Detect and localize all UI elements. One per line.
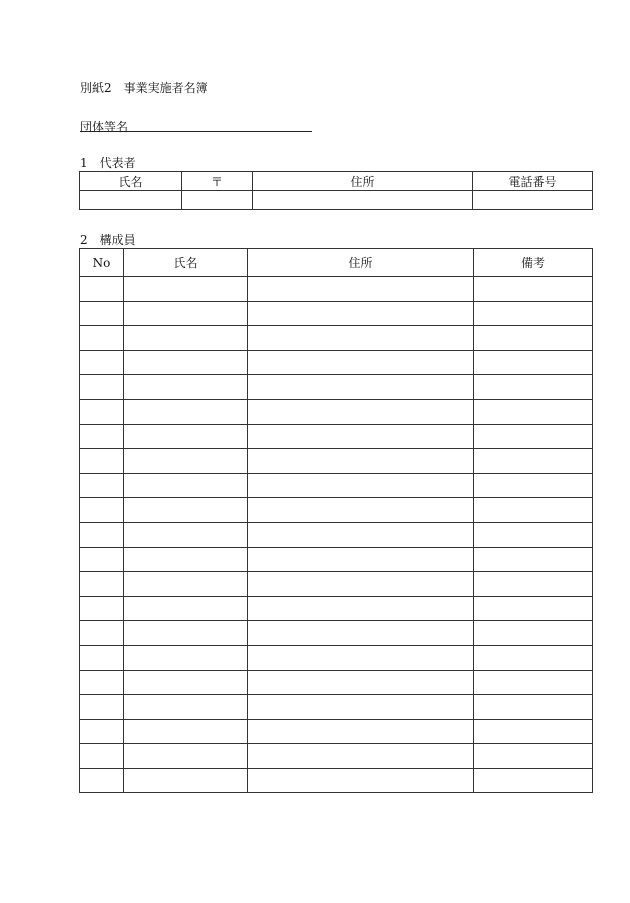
- member-address-cell: [248, 670, 474, 695]
- member-name-cell: [124, 621, 248, 646]
- member-name-cell: [124, 399, 248, 424]
- column-header-no: No: [80, 249, 124, 277]
- table-row: [80, 522, 593, 547]
- member-name-cell: [124, 350, 248, 375]
- organization-name-field-line: [80, 131, 312, 132]
- member-no-cell: [80, 301, 124, 326]
- member-no-cell: [80, 695, 124, 720]
- member-address-cell: [248, 547, 474, 572]
- member-no-cell: [80, 719, 124, 744]
- member-no-cell: [80, 596, 124, 621]
- representative-address-cell: [253, 191, 473, 210]
- member-name-cell: [124, 670, 248, 695]
- member-name-cell: [124, 572, 248, 597]
- table-row: [80, 695, 593, 720]
- table-row: [80, 473, 593, 498]
- organization-name-label: 団体等名: [80, 120, 129, 134]
- member-remarks-cell: [474, 301, 593, 326]
- member-no-cell: [80, 449, 124, 474]
- table-row: [80, 399, 593, 424]
- member-remarks-cell: [474, 326, 593, 351]
- member-name-cell: [124, 473, 248, 498]
- member-no-cell: [80, 572, 124, 597]
- member-name-cell: [124, 449, 248, 474]
- member-no-cell: [80, 522, 124, 547]
- member-name-cell: [124, 596, 248, 621]
- table-row: [80, 547, 593, 572]
- member-remarks-cell: [474, 350, 593, 375]
- member-no-cell: [80, 621, 124, 646]
- member-no-cell: [80, 670, 124, 695]
- member-remarks-cell: [474, 645, 593, 670]
- member-name-cell: [124, 768, 248, 793]
- representative-table: [79, 171, 593, 210]
- members-header-row: [80, 249, 593, 277]
- table-row: [80, 719, 593, 744]
- table-row: [80, 670, 593, 695]
- representative-entry-row: [80, 191, 593, 210]
- member-remarks-cell: [474, 473, 593, 498]
- member-address-cell: [248, 399, 474, 424]
- member-no-cell: [80, 350, 124, 375]
- member-name-cell: [124, 719, 248, 744]
- member-remarks-cell: [474, 621, 593, 646]
- table-row: [80, 645, 593, 670]
- member-name-cell: [124, 301, 248, 326]
- member-remarks-cell: [474, 596, 593, 621]
- member-name-cell: [124, 744, 248, 769]
- member-no-cell: [80, 645, 124, 670]
- member-remarks-cell: [474, 695, 593, 720]
- member-remarks-cell: [474, 277, 593, 302]
- column-header-postal-code: 〒: [182, 172, 253, 191]
- member-no-cell: [80, 424, 124, 449]
- members-table-body: [80, 277, 593, 793]
- member-remarks-cell: [474, 719, 593, 744]
- table-row: [80, 768, 593, 793]
- member-name-cell: [124, 326, 248, 351]
- member-no-cell: [80, 375, 124, 400]
- table-row: [80, 744, 593, 769]
- representative-postal-cell: [182, 191, 253, 210]
- table-row: [80, 621, 593, 646]
- member-no-cell: [80, 498, 124, 523]
- member-no-cell: [80, 768, 124, 793]
- document-title: 別紙2 事業実施者名簿: [80, 81, 208, 95]
- member-address-cell: [248, 498, 474, 523]
- member-address-cell: [248, 350, 474, 375]
- members-section-heading: 2 構成員: [80, 233, 136, 247]
- representative-header-row: [80, 172, 593, 191]
- table-row: [80, 596, 593, 621]
- table-row: [80, 301, 593, 326]
- column-header-phone: 電話番号: [473, 172, 593, 191]
- table-row: [80, 449, 593, 474]
- column-header-name: 氏名: [124, 249, 248, 277]
- member-name-cell: [124, 277, 248, 302]
- member-address-cell: [248, 695, 474, 720]
- member-remarks-cell: [474, 424, 593, 449]
- representative-name-cell: [80, 191, 182, 210]
- member-name-cell: [124, 695, 248, 720]
- member-name-cell: [124, 424, 248, 449]
- table-row: [80, 424, 593, 449]
- member-no-cell: [80, 547, 124, 572]
- member-name-cell: [124, 375, 248, 400]
- member-remarks-cell: [474, 399, 593, 424]
- table-row: [80, 375, 593, 400]
- member-address-cell: [248, 326, 474, 351]
- member-address-cell: [248, 277, 474, 302]
- member-remarks-cell: [474, 449, 593, 474]
- member-name-cell: [124, 522, 248, 547]
- member-address-cell: [248, 596, 474, 621]
- column-header-remarks: 備考: [474, 249, 593, 277]
- member-remarks-cell: [474, 498, 593, 523]
- member-remarks-cell: [474, 744, 593, 769]
- member-address-cell: [248, 449, 474, 474]
- member-no-cell: [80, 744, 124, 769]
- member-no-cell: [80, 326, 124, 351]
- members-table: [79, 248, 593, 793]
- member-name-cell: [124, 645, 248, 670]
- representative-section-heading: 1 代表者: [80, 156, 136, 170]
- member-no-cell: [80, 277, 124, 302]
- member-address-cell: [248, 768, 474, 793]
- representative-phone-cell: [473, 191, 593, 210]
- member-address-cell: [248, 473, 474, 498]
- table-row: [80, 498, 593, 523]
- member-remarks-cell: [474, 768, 593, 793]
- member-address-cell: [248, 522, 474, 547]
- member-remarks-cell: [474, 547, 593, 572]
- member-remarks-cell: [474, 522, 593, 547]
- column-header-address: 住所: [253, 172, 473, 191]
- member-name-cell: [124, 547, 248, 572]
- member-remarks-cell: [474, 670, 593, 695]
- member-address-cell: [248, 424, 474, 449]
- table-row: [80, 350, 593, 375]
- table-row: [80, 277, 593, 302]
- member-address-cell: [248, 719, 474, 744]
- member-address-cell: [248, 645, 474, 670]
- member-remarks-cell: [474, 572, 593, 597]
- member-address-cell: [248, 572, 474, 597]
- table-row: [80, 326, 593, 351]
- member-address-cell: [248, 375, 474, 400]
- member-no-cell: [80, 399, 124, 424]
- member-address-cell: [248, 744, 474, 769]
- member-remarks-cell: [474, 375, 593, 400]
- column-header-name: 氏名: [80, 172, 182, 191]
- member-no-cell: [80, 473, 124, 498]
- member-name-cell: [124, 498, 248, 523]
- column-header-address: 住所: [248, 249, 474, 277]
- member-address-cell: [248, 621, 474, 646]
- table-row: [80, 572, 593, 597]
- member-address-cell: [248, 301, 474, 326]
